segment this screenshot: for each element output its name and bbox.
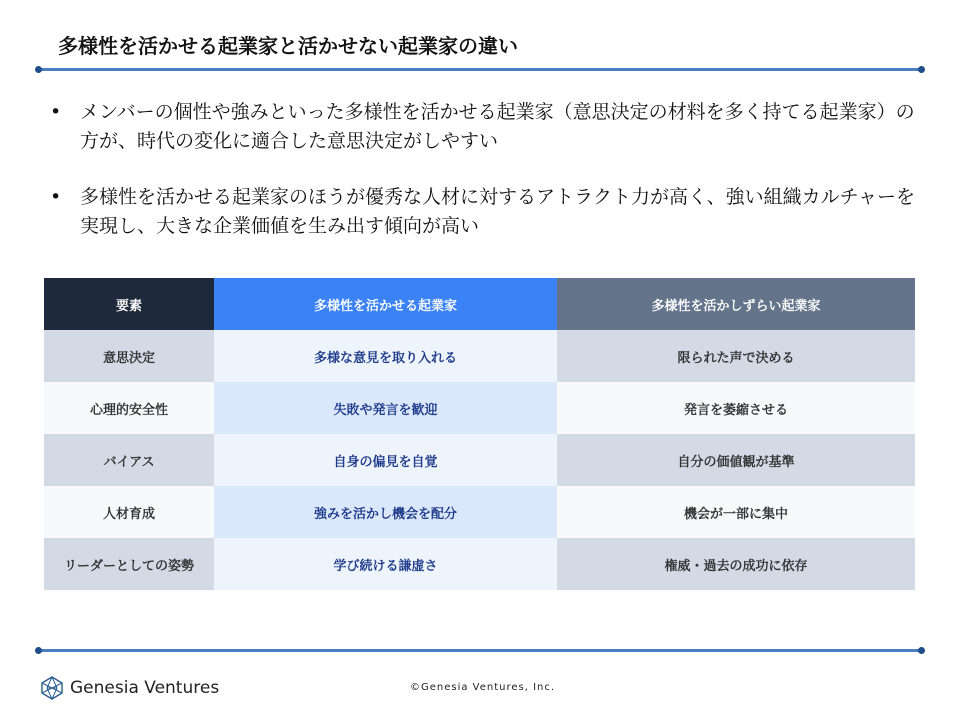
comparison-table [44,278,915,590]
bullet-dot: • [50,186,62,208]
page-title: 多様性を活かせる起業家と活かせない起業家の違い [58,34,518,58]
table-row [44,434,915,486]
cell-diverse: 学び続ける謙虚さ [214,538,557,590]
cell-element: リーダーとしての姿勢 [44,538,214,590]
company-logo [40,676,219,700]
table-row [44,330,915,382]
table-row [44,538,915,590]
bullet-text: 多様性を活かせる起業家のほうが優秀な人材に対するアトラクト力が高く、強い組織カルチャーを実現し、大きな企業価値を生み出す傾向が高い [80,186,916,237]
cell-diverse: 強みを活かし機会を配分 [214,486,557,538]
title-divider [38,68,922,71]
cell-element: 人材育成 [44,486,214,538]
cell-non-diverse: 自分の価値観が基準 [557,434,915,486]
bullet-text: メンバーの個性や強みといった多様性を活かせる起業家（意思決定の材料を多く持てる起業家）の方が、時代の変化に適合した意思決定がしやすい [80,101,915,152]
cell-element: 意思決定 [44,330,214,382]
cell-non-diverse: 権威・過去の成功に依存 [557,538,915,590]
table-row [44,486,915,538]
cell-diverse: 自身の偏見を自覚 [214,434,557,486]
footer-divider [38,649,922,652]
cell-element: 心理的安全性 [44,382,214,434]
bullet-list [50,98,920,268]
cell-diverse: 失敗や発言を歓迎 [214,382,557,434]
copyright: ©Genesia Ventures, Inc. [410,682,556,693]
logo-text: Genesia Ventures [70,678,220,698]
cell-diverse: 多様な意見を取り入れる [214,330,557,382]
bullet-dot: • [50,101,62,123]
cell-element: バイアス [44,434,214,486]
cell-non-diverse: 限られた声で決める [557,330,915,382]
header-non-diverse: 多様性を活かしずらい起業家 [557,278,915,330]
table-header-row [44,278,915,330]
cell-non-diverse: 機会が一部に集中 [557,486,915,538]
header-diverse: 多様性を活かせる起業家 [214,278,557,330]
bullet-item [50,98,920,156]
header-element: 要素 [44,278,214,330]
table-row [44,382,915,434]
cell-non-diverse: 発言を萎縮させる [557,382,915,434]
bullet-item [50,183,920,241]
logo-icon [40,676,64,700]
